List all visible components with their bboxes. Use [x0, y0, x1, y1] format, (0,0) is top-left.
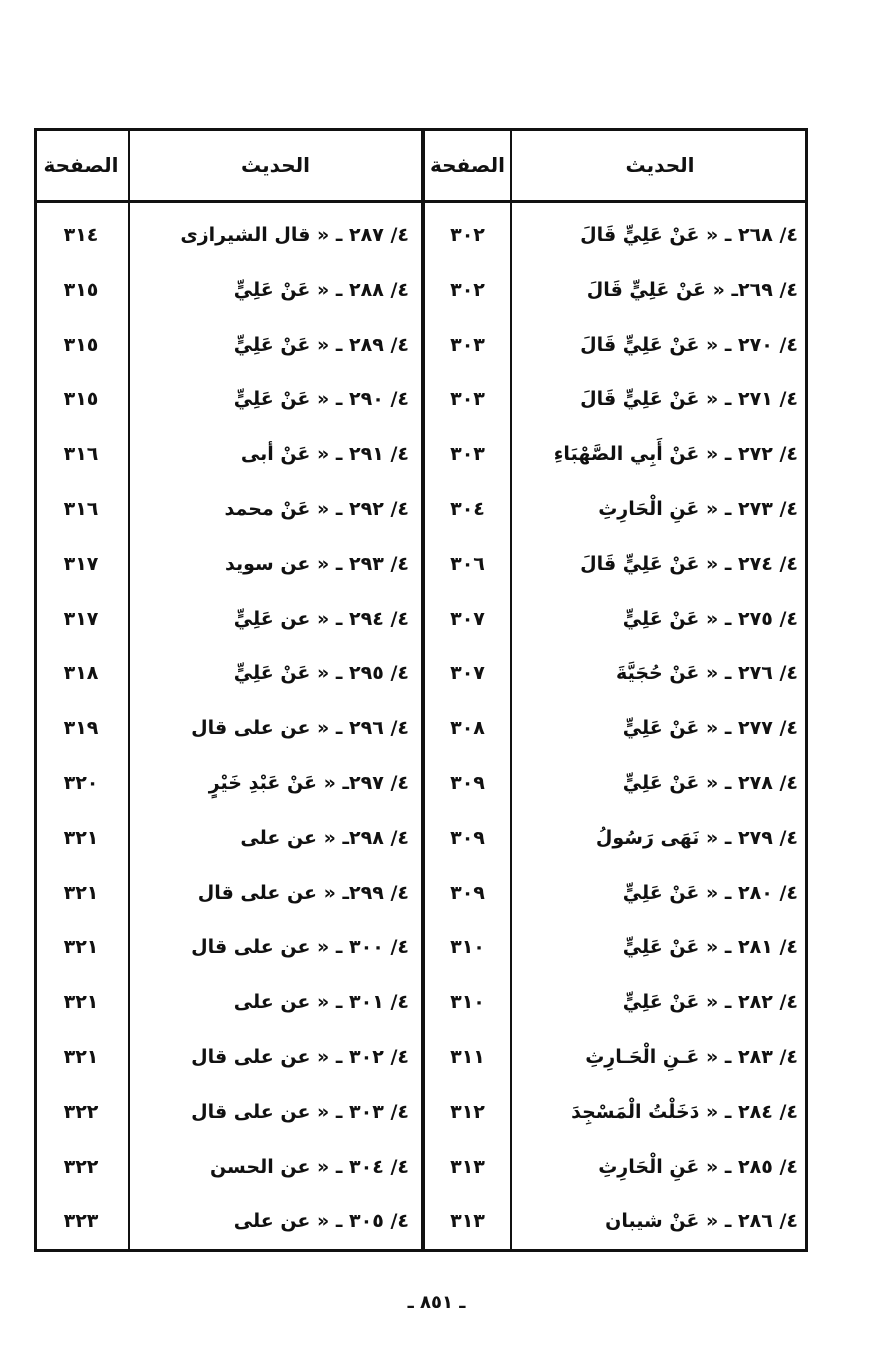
right-page-cell: ٣٠٢	[450, 224, 485, 246]
right-hadith-cell: ٤/ ٢٨١ ـ « عَنْ عَلِيٍّ	[622, 936, 798, 959]
right-hadith-cell: ٤/ ٢٧٠ ـ « عَنْ عَلِيٍّ قَالَ	[580, 333, 798, 356]
left-page-cell: ٣١٥	[63, 333, 99, 356]
left-page-cell: ٣١٤	[63, 224, 99, 246]
page-number: ـ ٨٥١ ـ	[407, 1292, 466, 1313]
table-row	[34, 537, 808, 591]
right-hadith-cell: ٤/ ٢٧٢ ـ « عَنْ أَبِي الصَّهْبَاءِ	[553, 443, 798, 466]
left-page-cell: ٣١٧	[63, 552, 99, 575]
right-page-cell: ٣٠٣	[450, 333, 485, 356]
left-page-cell: ٣٢٣	[63, 1210, 99, 1233]
left-page-cell: ٣٢٢	[63, 1155, 99, 1178]
left-hadith-cell: ٤/ ٣٠٥ ـ « عن على	[233, 1210, 409, 1233]
header-right-page: الصفحة	[429, 153, 505, 177]
right-page-cell: ٣٠٤	[450, 498, 485, 520]
left-hadith-cell: ٤/ ٢٨٩ ـ « عَنْ عَلِيٍّ	[233, 333, 409, 356]
left-hadith-cell: ٤/ ٣٠٢ ـ « عن على قال	[191, 1046, 409, 1068]
right-hadith-cell: ٤/ ٢٨٢ ـ « عَنْ عَلِيٍّ	[622, 991, 798, 1014]
right-hadith-cell: ٤/ ٢٧٩ ـ « نَهَى رَسُولُ	[595, 826, 798, 849]
right-hadith-cell: ٤/ ٢٧٧ ـ « عَنْ عَلِيٍّ	[622, 717, 798, 740]
left-page-cell: ٣١٥	[63, 278, 99, 301]
table-row	[34, 701, 808, 755]
left-page-cell: ٣٢٢	[63, 1100, 99, 1123]
left-page-cell: ٣١٦	[63, 443, 99, 466]
left-hadith-cell: ٤/ ٣٠٤ ـ « عن الحسن	[209, 1155, 409, 1178]
left-hadith-cell: ٤/ ٢٩٩ـ « عن على قال	[197, 881, 409, 904]
right-page-cell: ٣١٣	[450, 1155, 485, 1178]
right-page-cell: ٣٠٣	[450, 388, 485, 411]
right-page-cell: ٣٠٨	[450, 717, 485, 740]
index-table	[34, 128, 808, 1252]
left-page-cell: ٣١٨	[63, 662, 99, 685]
left-hadith-cell: ٤/ ٢٩٧ـ « عَنْ عَبْدِ خَيْرٍ	[208, 772, 409, 794]
left-hadith-cell: ٤/ ٣٠٠ ـ « عن على قال	[191, 936, 409, 959]
left-hadith-cell: ٤/ ٢٨٨ ـ « عَنْ عَلِيٍّ	[233, 278, 409, 301]
left-page-cell: ٣١٦	[63, 498, 99, 520]
left-hadith-cell: ٤/ ٢٩٥ ـ « عَنْ عَلِيٍّ	[233, 662, 409, 685]
header-left-hadith: الحديث	[240, 153, 310, 177]
left-hadith-cell: ٤/ ٢٩٨ـ « عن على	[240, 826, 409, 849]
right-page-cell: ٣٠٩	[450, 772, 485, 794]
right-page-cell: ٣١١	[450, 1046, 485, 1068]
table-row	[34, 1194, 808, 1248]
left-page-cell: ٣٢١	[63, 991, 99, 1014]
table-row	[34, 318, 808, 372]
left-hadith-cell: ٤/ ٢٩٣ ـ « عن سويد	[225, 552, 409, 575]
table-row	[34, 975, 808, 1029]
table-row	[34, 263, 808, 317]
right-hadith-cell: ٤/ ٢٦٨ ـ « عَنْ عَلِيٍّ قَالَ	[580, 224, 798, 246]
right-page-cell: ٣١٠	[450, 991, 485, 1014]
right-hadith-cell: ٤/ ٢٦٩ـ « عَنْ عَلِيٍّ قَالَ	[586, 278, 798, 301]
left-hadith-cell: ٤/ ٢٩٦ ـ « عن على قال	[191, 717, 409, 740]
table-row	[34, 1085, 808, 1139]
right-page-cell: ٣١٢	[450, 1100, 485, 1123]
right-hadith-cell: ٤/ ٢٨٤ ـ « دَخَلْتُ الْمَسْجِدَ	[571, 1100, 798, 1123]
table-row	[34, 811, 808, 865]
right-hadith-cell: ٤/ ٢٨٣ ـ « عَـنِ الْحَـارِثِ	[585, 1046, 798, 1068]
right-hadith-cell: ٤/ ٢٧٥ ـ « عَنْ عَلِيٍّ	[622, 607, 798, 630]
left-page-cell: ٣٢٠	[63, 772, 99, 794]
table-row	[34, 482, 808, 536]
left-hadith-cell: ٤/ ٢٨٧ ـ « قال الشيرازى	[180, 224, 409, 246]
right-page-cell: ٣١٠	[450, 936, 485, 959]
right-page-cell: ٣٠٩	[450, 881, 485, 904]
table-row	[34, 427, 808, 481]
right-hadith-cell: ٤/ ٢٧١ ـ « عَنْ عَلِيٍّ قَالَ	[580, 388, 798, 411]
left-page-cell: ٣١٥	[63, 388, 99, 411]
right-hadith-cell: ٤/ ٢٧٤ ـ « عَنْ عَلِيٍّ قَالَ	[580, 552, 798, 575]
left-page-cell: ٣٢١	[63, 936, 99, 959]
left-hadith-cell: ٤/ ٢٩٠ ـ « عَنْ عَلِيٍّ	[233, 388, 409, 411]
left-hadith-cell: ٤/ ٣٠١ ـ « عن على	[233, 991, 409, 1014]
table-row	[34, 920, 808, 974]
table-row	[34, 592, 808, 646]
table-row	[34, 756, 808, 810]
right-page-cell: ٣٠٩	[450, 826, 485, 849]
right-page-cell: ٣٠٣	[450, 443, 485, 466]
table-row	[34, 866, 808, 920]
left-page-cell: ٣٢١	[63, 1046, 99, 1068]
table-header	[34, 128, 808, 202]
right-hadith-cell: ٤/ ٢٨٠ ـ « عَنْ عَلِيٍّ	[622, 881, 798, 904]
left-hadith-cell: ٤/ ٢٩٢ ـ « عَنْ محمد	[224, 498, 409, 520]
left-hadith-cell: ٤/ ٣٠٣ ـ « عن على قال	[191, 1100, 409, 1123]
right-hadith-cell: ٤/ ٢٨٥ ـ « عَنِ الْحَارِثِ	[598, 1155, 798, 1178]
right-page-cell: ٣٠٧	[450, 607, 485, 630]
right-hadith-cell: ٤/ ٢٨٦ ـ « عَنْ شيبان	[605, 1210, 798, 1233]
table-row	[34, 372, 808, 426]
table-row	[34, 208, 808, 262]
table-row	[34, 1140, 808, 1194]
left-hadith-cell: ٤/ ٢٩١ ـ « عَنْ أبى	[240, 443, 409, 466]
header-right-hadith: الحديث	[625, 153, 695, 177]
table-row	[34, 646, 808, 700]
right-hadith-cell: ٤/ ٢٧٨ ـ « عَنْ عَلِيٍّ	[622, 772, 798, 794]
right-page-cell: ٣٠٦	[450, 552, 485, 575]
right-page-cell: ٣١٣	[450, 1210, 485, 1233]
table-row	[34, 1030, 808, 1084]
right-page-cell: ٣٠٧	[450, 662, 485, 685]
header-left-page: الصفحة	[43, 153, 119, 177]
right-hadith-cell: ٤/ ٢٧٦ ـ « عَنْ حُجَيَّةَ	[616, 662, 798, 685]
left-page-cell: ٣٢١	[63, 826, 99, 849]
left-page-cell: ٣١٧	[63, 607, 99, 630]
right-hadith-cell: ٤/ ٢٧٣ ـ « عَنِ الْحَارِثِ	[598, 498, 798, 520]
right-page-cell: ٣٠٢	[450, 278, 485, 301]
left-page-cell: ٣١٩	[63, 717, 99, 740]
left-page-cell: ٣٢١	[63, 881, 99, 904]
left-hadith-cell: ٤/ ٢٩٤ ـ « عن عَلِيٍّ	[233, 607, 409, 630]
